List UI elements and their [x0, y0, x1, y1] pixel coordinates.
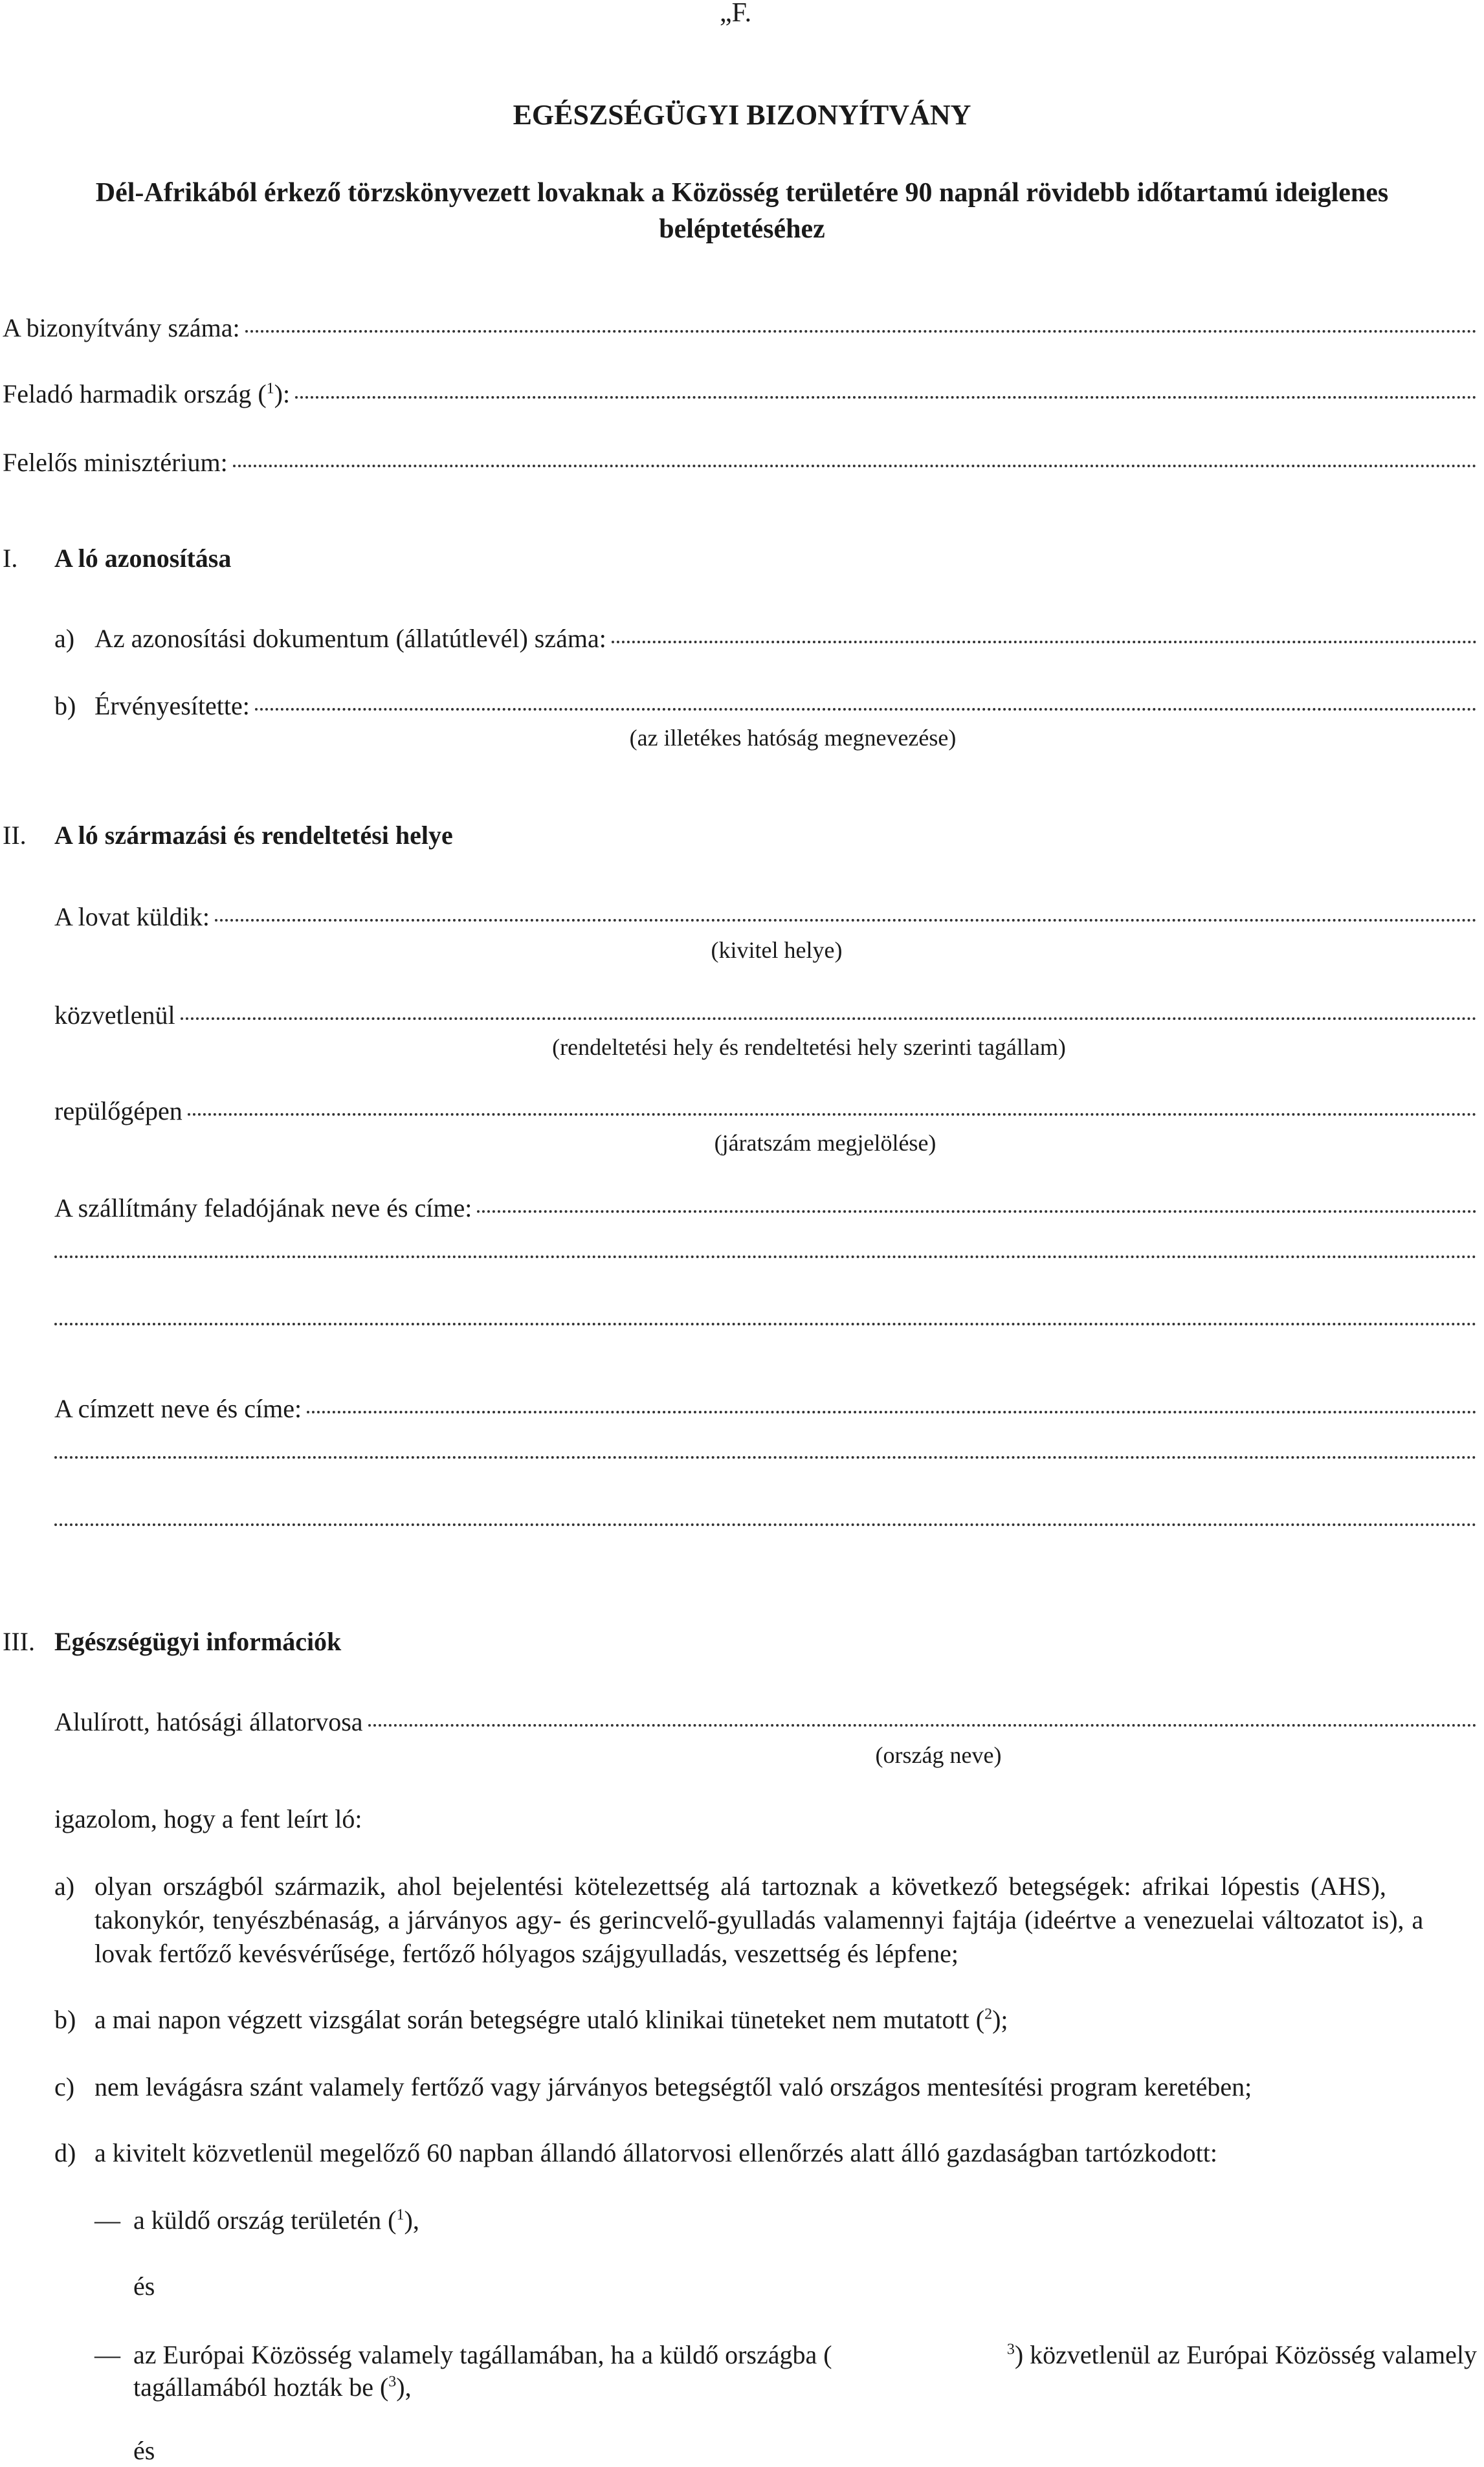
direct-destination-field[interactable]	[54, 999, 1477, 1032]
sender-country-label: Feladó harmadik ország ($^1$):	[3, 379, 291, 408]
sender-country-field[interactable]	[3, 378, 1477, 410]
footnote-ref: 1	[396, 2206, 404, 2224]
official-vet-fill-line[interactable]	[368, 1724, 1477, 1727]
validated-by-field[interactable]	[94, 690, 1477, 722]
certificate-title: EGÉSZSÉGÜGYI BIZONYÍTVÁNY	[513, 99, 971, 131]
passport-number-field[interactable]	[94, 623, 1477, 655]
section-3-d1-text: a küldő ország területén ($^1$),	[133, 2206, 419, 2235]
subtitle-line-2: beléptetéséhez	[659, 214, 825, 244]
destination-caption: (rendeltetési hely és rendeltetési hely szerinti tagállam)	[552, 1034, 1066, 1060]
consignor-fill-line[interactable]	[477, 1210, 1477, 1213]
section-3-number: III.	[3, 1627, 35, 1656]
consignee-line-3[interactable]	[54, 1527, 1477, 1530]
flight-number-caption: (járatszám megjelölése)	[714, 1130, 936, 1156]
section-3-title: Egészségügyi információk	[54, 1627, 342, 1656]
official-vet-field[interactable]	[54, 1706, 1477, 1738]
consignee-fill-line-2[interactable]	[54, 1456, 1477, 1459]
plane-label: repülőgépen	[54, 1096, 183, 1125]
section-3-d2-line-1: az Európai Közösség valamely tagállamában, ha a küldő országba ( $^3$) közvetlenül az Európai Közösség valamely	[133, 2340, 1477, 2369]
section-3-a-letter: a)	[54, 1872, 75, 1901]
sent-from-label: A lovat küldik:	[54, 902, 210, 931]
consignee-fill-line[interactable]	[307, 1411, 1477, 1413]
consignor-line-3[interactable]	[54, 1327, 1477, 1329]
section-1-title: A ló azonosítása	[54, 544, 232, 573]
certificate-number-fill-line[interactable]	[245, 330, 1477, 333]
sender-country-fill-line[interactable]	[295, 396, 1477, 399]
section-3-b-letter: b)	[54, 2005, 76, 2034]
direct-fill-line[interactable]	[181, 1017, 1477, 1020]
plane-fill-line[interactable]	[188, 1113, 1477, 1116]
sent-from-fill-line[interactable]	[215, 919, 1477, 922]
and-connector-1: és	[133, 2272, 155, 2301]
consignee-field[interactable]	[54, 1393, 1477, 1425]
consignee-label: A címzett neve és címe:	[54, 1394, 302, 1423]
consignor-line-2[interactable]	[54, 1259, 1477, 1262]
certificate-number-field[interactable]	[3, 312, 1477, 344]
annex-mark: „F.	[720, 0, 752, 28]
consignor-fill-line-2[interactable]	[54, 1256, 1477, 1258]
consignor-fill-line-3[interactable]	[54, 1323, 1477, 1325]
section-1-number: I.	[3, 544, 18, 573]
subtitle-line-1: Dél-Afrikából érkező törzskönyvezett lovaknak a Közösség területére 90 napnál rövidebb időtartamú ideiglenes	[95, 178, 1389, 208]
consignee-fill-line-3[interactable]	[54, 1523, 1477, 1526]
dash-bullet-1: —	[94, 2206, 120, 2235]
validated-by-label: Érvényesítette:	[94, 691, 250, 720]
plane-field[interactable]	[54, 1095, 1477, 1127]
ministry-fill-line[interactable]	[233, 465, 1477, 467]
footnote-ref: 3	[1006, 2341, 1015, 2358]
certificate-number-label: A bizonyítvány száma:	[3, 313, 240, 342]
passport-number-fill-line[interactable]	[612, 641, 1477, 643]
passport-number-label: Az azonosítási dokumentum (állatútlevél) száma:	[94, 624, 606, 653]
section-1-b-letter: b)	[54, 691, 76, 720]
ministry-label: Felelős minisztérium:	[3, 448, 228, 477]
section-3-a-line-3: lovak fertőző kevésvérűsége, fertőző hólyagos szájgyulladás, veszettség és lépfene;	[94, 1939, 959, 1968]
section-2-title: A ló származási és rendeltetési helye	[54, 821, 453, 850]
sent-from-field[interactable]	[54, 901, 1477, 933]
export-place-caption: (kivitel helye)	[711, 937, 843, 963]
section-3-d-text: a kivitelt közvetlenül megelőző 60 napban állandó állatorvosi ellenőrzés alatt álló gazdaságban tartózkodott:	[94, 2138, 1217, 2167]
consignor-field[interactable]	[54, 1192, 1477, 1224]
section-2-number: II.	[3, 821, 27, 850]
section-1-a-letter: a)	[54, 624, 75, 653]
dash-bullet-2: —	[94, 2340, 120, 2369]
validated-by-fill-line[interactable]	[255, 708, 1477, 711]
country-name-caption: (ország neve)	[875, 1742, 1002, 1768]
consignee-line-2[interactable]	[54, 1460, 1477, 1463]
section-3-c-letter: c)	[54, 2072, 75, 2101]
section-3-d-letter: d)	[54, 2138, 76, 2167]
certify-statement: igazolom, hogy a fent leírt ló:	[54, 1804, 362, 1833]
section-3-d2-line-2: tagállamából hozták be ($^3$),	[133, 2373, 412, 2402]
section-3-a-line-2: takonykór, tenyészbénaság, a járványos agy- és gerincvelő-gyulladás valamennyi fajtája (ideértve a venezuelai változatot is), a	[94, 1905, 1424, 1934]
footnote-ref: 1	[266, 380, 274, 397]
official-vet-label: Alulírott, hatósági állatorvosa	[54, 1707, 363, 1736]
footnote-ref: 2	[984, 2006, 993, 2023]
consignor-label: A szállítmány feladójának neve és címe:	[54, 1193, 472, 1222]
footnote-ref: 3	[388, 2373, 397, 2391]
section-3-a-line-1: olyan országból származik, ahol bejelentési kötelezettség alá tartoznak a következő betegségek: afrikai lópestis (AHS),	[94, 1872, 1386, 1901]
section-3-b-text: a mai napon végzett vizsgálat során betegségre utaló klinikai tüneteket nem mutatott ($^2$);	[94, 2005, 1008, 2034]
and-connector-2: és	[133, 2436, 155, 2465]
direct-label: közvetlenül	[54, 1001, 175, 1030]
section-3-c-text: nem levágásra szánt valamely fertőző vagy járványos betegségtől való országos mentesítési program keretében;	[94, 2072, 1252, 2101]
authority-caption: (az illetékes hatóság megnevezése)	[629, 725, 957, 751]
ministry-field[interactable]	[3, 447, 1477, 479]
